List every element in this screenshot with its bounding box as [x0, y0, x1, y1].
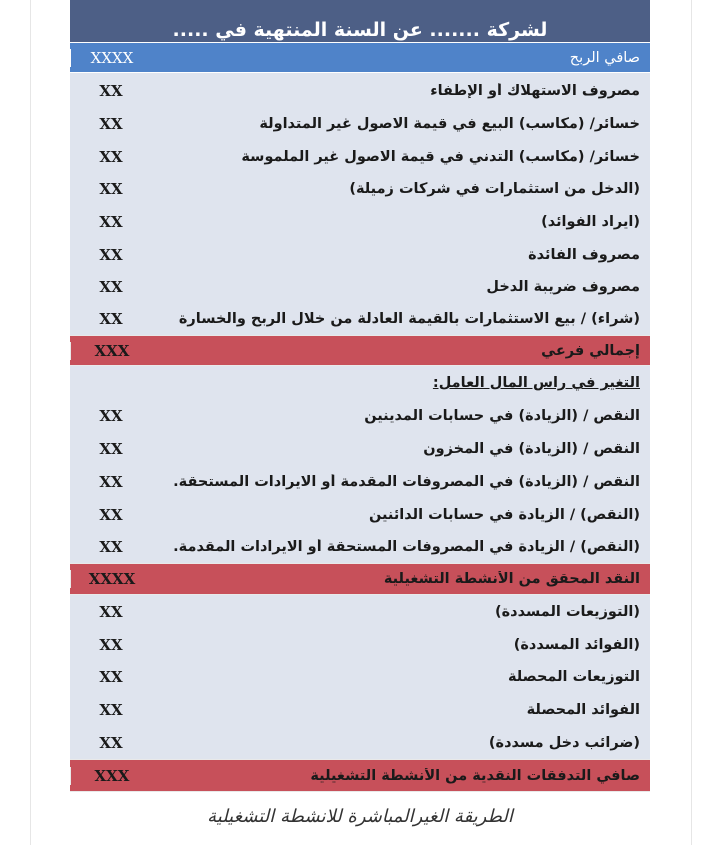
row-label: النقص / (الزيادة) في المصروفات المقدمة أو الايرادات المستحقة.	[173, 473, 640, 490]
row-label: خسائر/ (مكاسب) البيع في قيمة الاصول غير المتداولة	[259, 115, 640, 132]
section-heading: التغير في راس المال العامل:	[432, 375, 640, 391]
row-label: (شراء) / بيع الاستثمارات بالقيمة العادلة من خلال الربح والخسارة	[178, 311, 640, 327]
table-row	[70, 303, 650, 335]
row-label: النقص / (الزيادة) في حسابات المدينين	[364, 408, 640, 424]
row-value: XXXX	[70, 49, 153, 67]
row-label: خسائر/ (مكاسب) التدني في قيمة الاصول غير الملموسة	[241, 148, 640, 165]
table-row	[70, 205, 650, 238]
row-label: النقد المحقق من الأنشطة التشغيلية	[383, 571, 640, 587]
table-row	[70, 531, 650, 563]
row-value: XX	[99, 635, 123, 654]
row-label: (النقص) / الزيادة في حسابات الدائنين	[368, 506, 640, 523]
row-label: مصروف الفائدة	[528, 246, 640, 263]
working-capital-heading	[70, 366, 650, 400]
row-value: XX	[99, 439, 123, 458]
row-value: XX	[99, 538, 123, 556]
row-value: XX	[99, 147, 123, 166]
statement-header	[70, 0, 650, 42]
row-label: صافي التدفقات النقدية من الأنشطة التشغيلية	[310, 767, 640, 784]
table-row	[70, 693, 650, 726]
table-row	[70, 271, 650, 303]
table-row	[70, 238, 650, 271]
row-label: (التوزيعات المسددة)	[495, 603, 640, 620]
table-row	[70, 400, 650, 432]
figure-caption: الطريقة الغيرالمباشرة للانشطة التشغيلية	[207, 806, 513, 827]
row-value: XX	[99, 310, 123, 328]
table-row	[70, 628, 650, 661]
row-value: XX	[99, 505, 123, 524]
row-value: XXX	[70, 342, 153, 360]
row-subtotal	[70, 335, 650, 366]
row-operating-cash	[70, 563, 650, 595]
row-value: XX	[99, 700, 123, 719]
row-label: صافي الربح	[569, 49, 640, 66]
row-label: (ضرائب دخل مسددة)	[488, 734, 640, 751]
row-value: XX	[99, 245, 123, 264]
cash-flow-statement-table	[70, 0, 650, 792]
table-row	[70, 465, 650, 498]
row-label: إجمالي فرعي	[541, 342, 640, 359]
row-value: XX	[99, 668, 123, 686]
row-value: XXX	[70, 767, 153, 785]
row-value: XX	[99, 81, 123, 100]
row-value: XX	[99, 407, 123, 425]
row-label: مصروف الاستهلاك أو الإطفاء	[430, 82, 640, 99]
row-value: XX	[99, 180, 123, 198]
table-row	[70, 726, 650, 759]
row-net-profit	[70, 42, 650, 73]
row-label: الفوائد المحصلة	[526, 701, 640, 718]
row-value: XX	[99, 602, 123, 621]
table-row	[70, 595, 650, 628]
row-label: مصروف ضريبة الدخل	[486, 279, 640, 295]
row-value: XX	[99, 472, 123, 491]
statement-title: لشركة ....... عن السنة المنتهية في .....	[172, 19, 548, 41]
table-row	[70, 432, 650, 465]
row-label: التوزيعات المحصلة	[507, 669, 640, 685]
row-label: (النقص) / الزيادة في المصروفات المستحقة أو الايرادات المقدمة.	[173, 539, 640, 555]
row-value: XX	[99, 114, 123, 133]
row-label: (الفوائد المسددة)	[513, 636, 640, 653]
row-value: XX	[99, 733, 123, 752]
table-row	[70, 140, 650, 173]
row-label	[152, 375, 650, 391]
row-label: (الدخل من استثمارات في شركات زميلة)	[349, 181, 640, 197]
row-label: (ايراد الفوائد)	[541, 213, 640, 230]
table-row	[70, 107, 650, 140]
row-value: XX	[99, 278, 123, 296]
row-value: XX	[99, 212, 123, 231]
table-row	[70, 74, 650, 107]
table-row	[70, 498, 650, 531]
table-row	[70, 661, 650, 693]
row-label: النقص / (الزيادة) في المخزون	[423, 440, 640, 457]
row-value: XXXX	[70, 570, 153, 588]
row-net-operating-cash-flow	[70, 759, 650, 792]
table-row	[70, 173, 650, 205]
